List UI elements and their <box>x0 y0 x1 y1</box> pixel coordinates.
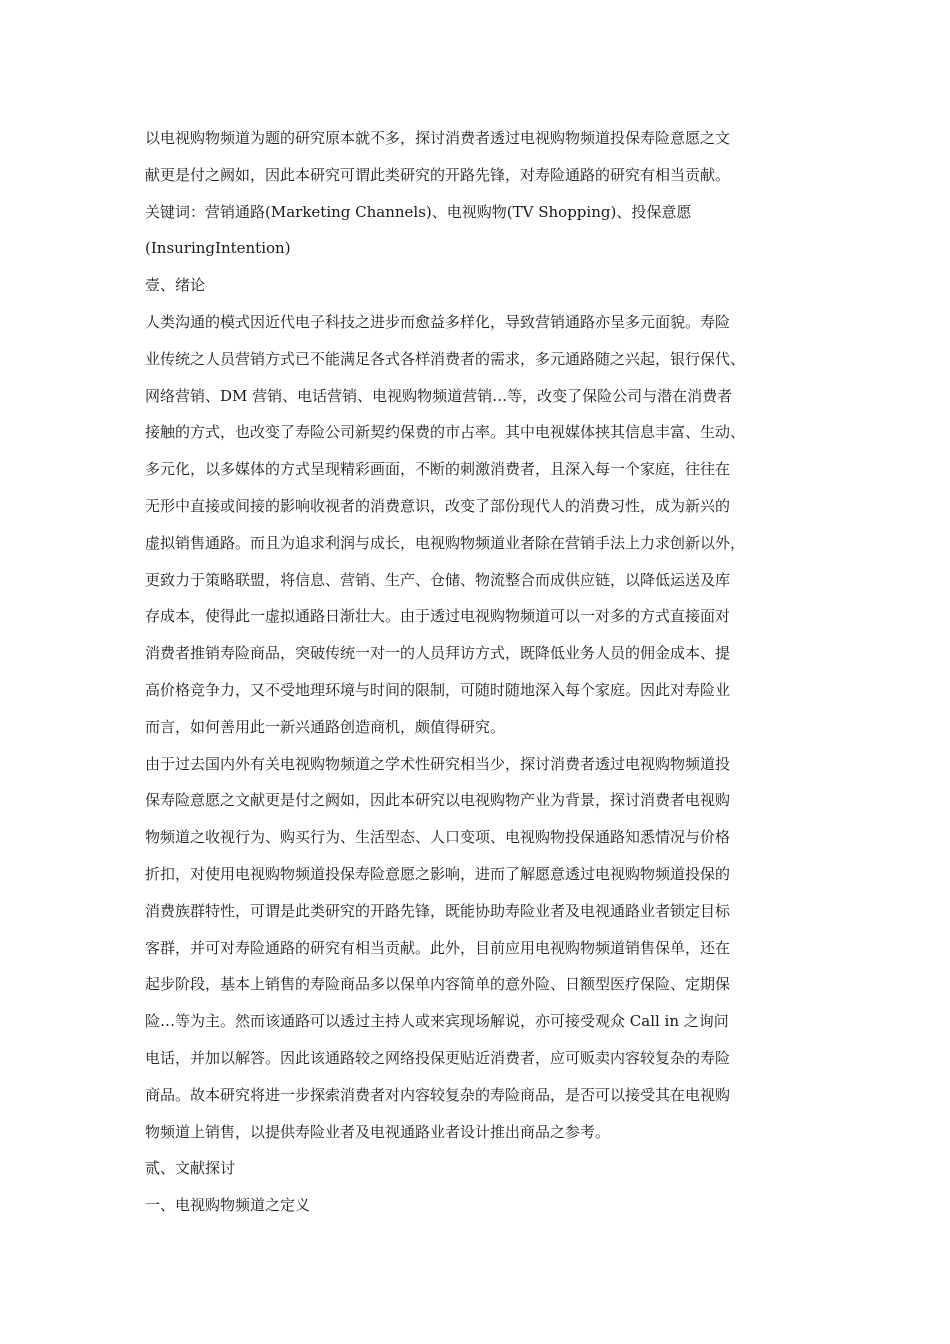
text-line: 电话，并加以解答。因此该通路较之网络投保更贴近消费者，应可贩卖内容较复杂的寿险 <box>145 1048 731 1067</box>
text-line: 高价格竞争力，又不受地理环境与时间的限制，可随时随地深入每个家庭。因此对寿险业 <box>145 680 731 699</box>
text-line: 更致力于策略联盟，将信息、营销、生产、仓储、物流整合而成供应链，以降低运送及库 <box>145 570 731 589</box>
text-line: 折扣，对使用电视购物频道投保寿险意愿之影响，进而了解愿意透过电视购物频道投保的 <box>145 864 731 883</box>
text-line: 保寿险意愿之文献更是付之阙如，因此本研究以电视购物产业为背景，探讨消费者电视购 <box>145 791 731 810</box>
text-line: 无形中直接或间接的影响收视者的消费意识，改变了部份现代人的消费习性，成为新兴的 <box>145 496 731 515</box>
text-line: 而言，如何善用此一新兴通路创造商机，颇值得研究。 <box>145 717 506 736</box>
text-line: 消费族群特性，可谓是此类研究的开路先锋，既能协助寿险业者及电视通路业者锁定目标 <box>145 901 731 920</box>
subsection-heading: 一、电视购物频道之定义 <box>145 1196 311 1215</box>
text-line: 人类沟通的模式因近代电子科技之进步而愈益多样化，导致营销通路亦呈多元面貌。寿险 <box>145 312 731 331</box>
text-line: 由于过去国内外有关电视购物频道之学术性研究相当少，探讨消费者透过电视购物频道投 <box>145 754 731 773</box>
text-line: 接触的方式，也改变了寿险公司新契约保费的市占率。其中电视媒体挟其信息丰富、生动、 <box>145 423 746 442</box>
text-line: 网络营销、DM 营销、电话营销、电视购物频道营销…等，改变了保险公司与潜在消费者 <box>145 386 733 405</box>
section-heading: 壹、绪论 <box>145 276 206 295</box>
text-line: 多元化，以多媒体的方式呈现精彩画面，不断的刺激消费者，且深入每一个家庭，往往在 <box>145 460 731 479</box>
text-line: 献更是付之阙如，因此本研究可谓此类研究的开路先锋，对寿险通路的研究有相当贡献。 <box>145 165 731 184</box>
document-body <box>145 120 810 1224</box>
text-line: 虚拟销售通路。而且为追求利润与成长，电视购物频道业者除在营销手法上力求创新以外， <box>145 533 746 552</box>
keywords-line: 关键词：营销通路(Marketing Channels)、电视购物(TV Shopping)、投保意愿 <box>145 202 692 221</box>
section-heading: 贰、文献探讨 <box>145 1159 236 1178</box>
text-line: 起步阶段，基本上销售的寿险商品多以保单内容简单的意外险、日额型医疗保险、定期保 <box>145 975 731 994</box>
text-line: 客群，并可对寿险通路的研究有相当贡献。此外，目前应用电视购物频道销售保单，还在 <box>145 938 731 957</box>
text-line: 物频道之收视行为、购买行为、生活型态、人口变项、电视购物投保通路知悉情况与价格 <box>145 828 731 847</box>
text-line: 物频道上销售，以提供寿险业者及电视通路业者设计推出商品之参考。 <box>145 1122 611 1141</box>
text-line: 业传统之人员营销方式已不能满足各式各样消费者的需求，多元通路随之兴起，银行保代、 <box>145 349 746 368</box>
text-line: 以电视购物频道为题的研究原本就不多，探讨消费者透过电视购物频道投保寿险意愿之文 <box>145 129 731 147</box>
text-line: 险…等为主。然而该通路可以透过主持人或来宾现场解说，亦可接受观众 Call in 之询问 <box>145 1012 729 1031</box>
keywords-line: (InsuringIntention) <box>145 239 291 258</box>
text-line: 消费者推销寿险商品，突破传统一对一的人员拜访方式，既降低业务人员的佣金成本、提 <box>145 644 731 663</box>
text-line: 商品。故本研究将进一步探索消费者对内容较复杂的寿险商品，是否可以接受其在电视购 <box>145 1085 731 1104</box>
text-line: 存成本，使得此一虚拟通路日渐壮大。由于透过电视购物频道可以一对多的方式直接面对 <box>145 607 731 626</box>
